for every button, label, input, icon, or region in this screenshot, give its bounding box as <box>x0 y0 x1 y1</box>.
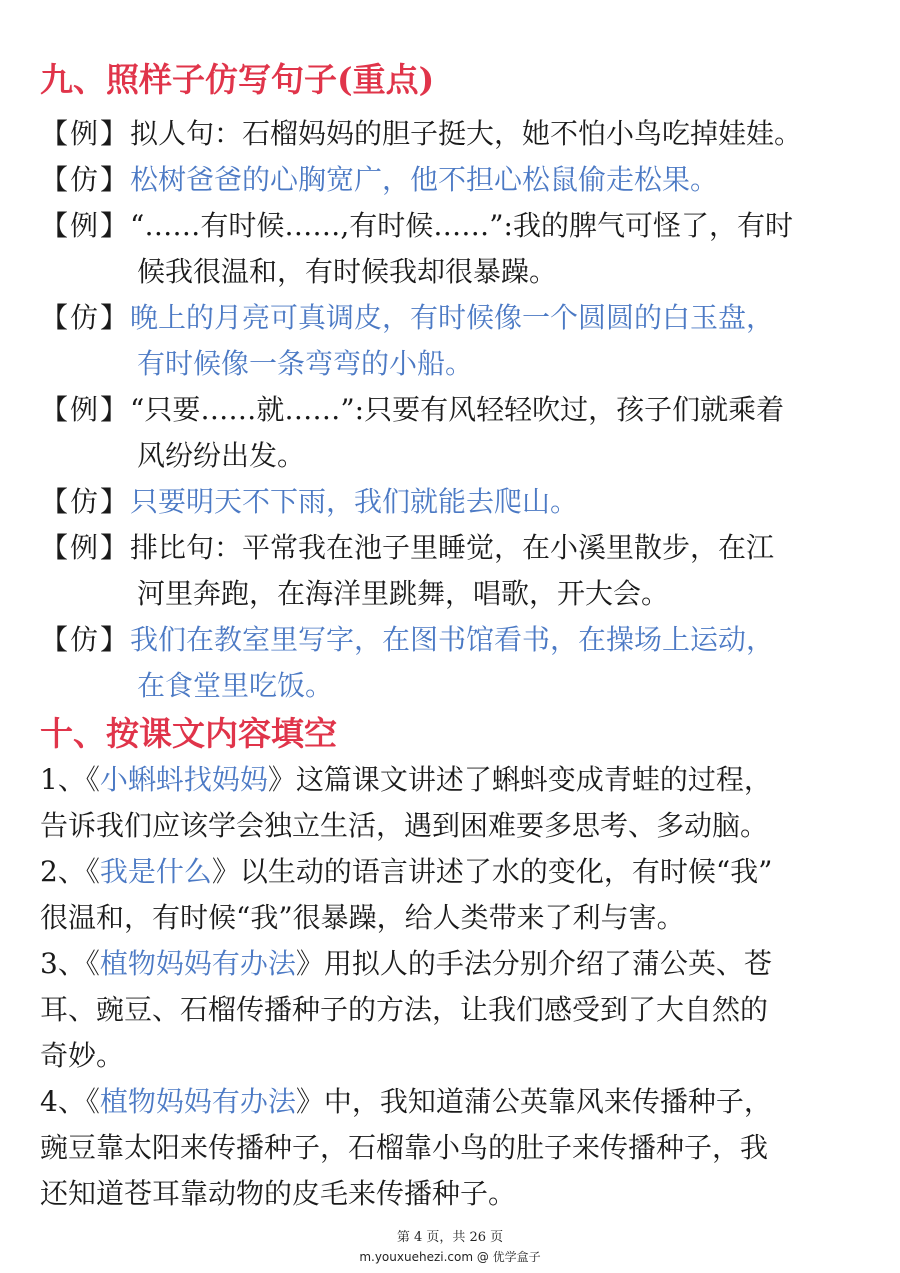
fill-item-3 <box>40 948 772 980</box>
fill-item-4-cont-2: 还知道苍耳靠动物的皮毛来传播种子。 <box>40 1177 517 1210</box>
imitation-2 <box>40 302 774 334</box>
example-text: “只要……就……”:只要有风轻轻吹过，孩子们就乘着 <box>130 393 785 426</box>
item-text: 》这篇课文讲述了蝌蚪变成青蛙的过程， <box>267 763 772 796</box>
example-2-cont: 候我很温和，有时候我却很暴躁。 <box>137 255 558 288</box>
example-4-cont: 河里奔跑，在海洋里跳舞，唱歌，开大会。 <box>137 577 670 610</box>
tag-example: 【例】 <box>40 209 131 242</box>
imitation-3 <box>40 486 578 518</box>
imitation-4-cont: 在食堂里吃饭。 <box>137 669 334 702</box>
tag-imitation: 【仿】 <box>40 623 131 656</box>
example-2 <box>40 210 793 242</box>
imitation-4 <box>40 624 774 656</box>
example-1 <box>40 118 802 150</box>
item-text: 》中，我知道蒲公英靠风来传播种子， <box>295 1085 772 1118</box>
fill-item-1 <box>40 764 772 796</box>
fill-item-2-cont: 很温和，有时候“我”很暴躁，给人类带来了利与害。 <box>40 901 685 934</box>
item-number: 3、《 <box>40 947 100 980</box>
section-9-title: 九、照样子仿写句子(重点) <box>40 60 435 99</box>
tag-example: 【例】 <box>40 393 131 426</box>
site-watermark: m.youxuehezi.com @ 优学盒子 <box>359 1250 541 1264</box>
imitation-2-cont: 有时候像一条弯弯的小船。 <box>137 347 474 380</box>
example-3 <box>40 394 784 426</box>
tag-example: 【例】 <box>40 531 131 564</box>
imitation-text: 我们在教室里写字，在图书馆看书，在操场上运动， <box>130 623 775 656</box>
example-text: 排比句：平常我在池子里睡觉，在小溪里散步，在江 <box>130 531 775 564</box>
example-3-cont: 风纷纷出发。 <box>137 439 306 472</box>
example-text: “……有时候……,有时候……”:我的脾气可怪了，有时 <box>130 209 793 242</box>
fill-item-3-cont-2: 奇妙。 <box>40 1039 125 1072</box>
imitation-text: 晚上的月亮可真调皮，有时候像一个圆圆的白玉盘， <box>130 301 775 334</box>
page-number: 第 4 页，共 26 页 <box>396 1230 504 1245</box>
fill-item-3-cont-1: 耳、豌豆、石榴传播种子的方法，让我们感受到了大自然的 <box>40 993 769 1026</box>
imitation-1 <box>40 164 718 196</box>
example-4 <box>40 532 774 564</box>
item-number: 4、《 <box>40 1085 100 1118</box>
imitation-text: 松树爸爸的心胸宽广，他不担心松鼠偷走松果。 <box>130 163 719 196</box>
fill-item-4-cont-1: 豌豆靠太阳来传播种子，石榴靠小鸟的肚子来传播种子，我 <box>40 1131 769 1164</box>
section-10-title: 十、按课文内容填空 <box>40 714 337 753</box>
item-text: 》以生动的语言讲述了水的变化，有时候“我” <box>211 855 773 888</box>
example-text: 拟人句：石榴妈妈的胆子挺大，她不怕小鸟吃掉娃娃。 <box>130 117 803 150</box>
item-number: 1、《 <box>40 763 100 796</box>
book-title: 小蝌蚪找妈妈 <box>99 763 268 796</box>
tag-imitation: 【仿】 <box>40 301 131 334</box>
item-number: 2、《 <box>40 855 100 888</box>
tag-example: 【例】 <box>40 117 131 150</box>
fill-item-1-cont: 告诉我们应该学会独立生活，遇到困难要多思考、多动脑。 <box>40 809 769 842</box>
item-text: 》用拟人的手法分别介绍了蒲公英、苍 <box>295 947 772 980</box>
book-title: 我是什么 <box>99 855 212 888</box>
tag-imitation: 【仿】 <box>40 485 131 518</box>
tag-imitation: 【仿】 <box>40 163 131 196</box>
book-title: 植物妈妈有办法 <box>99 1085 296 1118</box>
fill-item-4 <box>40 1086 772 1118</box>
imitation-text: 只要明天不下雨，我们就能去爬山。 <box>130 485 579 518</box>
fill-item-2 <box>40 856 772 888</box>
book-title: 植物妈妈有办法 <box>99 947 296 980</box>
